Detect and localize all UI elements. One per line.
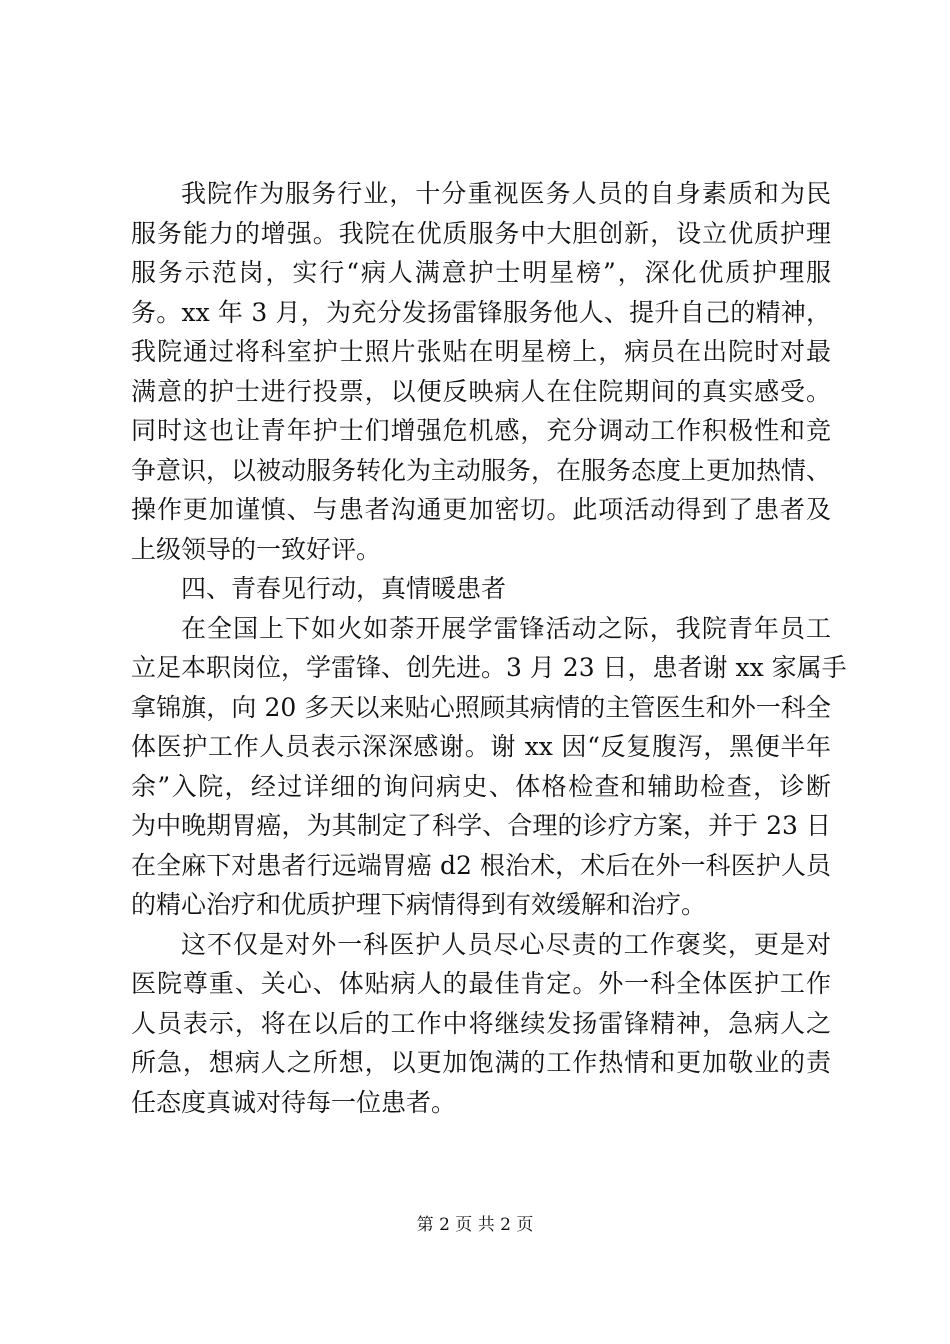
paragraph-1-line-1: 我院作为服务行业，十分重视医务人员的自身素质和为民 [181,179,831,208]
section-heading: 四、青春见行动，真情暖患者 [181,574,507,603]
paragraph-1-line-8: 争意识，以被动服务转化为主动服务，在服务态度上更加热情、 [131,455,832,485]
page-number-footer: 第 2 页 共 2 页 [416,1215,534,1235]
paragraph-3-line-1: 这不仅是对外一科医护人员尽心尽责的工作褒奖，更是对 [181,929,831,959]
paragraph-1-line-4: 务。xx 年 3 月，为充分发扬雷锋服务他人、提升自己的精神， [131,297,831,327]
paragraph-2-line-7: 在全麻下对患者行远端胃癌 d2 根治术，术后在外一科医护人员 [131,850,831,880]
paragraph-1-line-2: 服务能力的增强。我院在优质服务中大胆创新，设立优质护理 [131,218,831,248]
paragraph-2-line-4: 体医护工作人员表示深深感谢。谢 xx 因“反复腹泻，黑便半年 [131,732,831,761]
paragraph-2-line-5: 余”入院，经过详细的询问病史、体格检查和辅助检查，诊断 [131,771,831,801]
paragraph-3-line-2: 医院尊重、关心、体贴病人的最佳肯定。外一科全体医护工作 [131,969,831,998]
paragraph-1-line-3: 服务示范岗，实行“病人满意护士明星榜”，深化优质护理服 [131,258,831,287]
paragraph-1-line-9: 操作更加谨慎、与患者沟通更加密切。此项活动得到了患者及 [131,495,831,524]
paragraph-3-line-3: 人员表示，将在以后的工作中将继续发扬雷锋精神，急病人之 [131,1008,831,1038]
paragraph-1-line-7: 同时这也让青年护士们增强危机感，充分调动工作积极性和竞 [131,416,831,445]
paragraph-2-line-3: 拿锦旗，向 20 多天以来贴心照顾其病情的主管医生和外一科全 [131,692,831,722]
paragraph-3-line-4: 所急，想病人之所想，以更加饱满的工作热情和更加敬业的责 [131,1048,831,1077]
paragraph-2-line-8: 的精心治疗和优质护理下病情得到有效缓解和治疗。 [131,890,707,919]
paragraph-1-line-5: 我院通过将科室护士照片张贴在明星榜上，病员在出院时对最 [131,337,831,366]
paragraph-2-line-2: 立足本职岗位，学雷锋、创先进。3 月 23 日，患者谢 xx 家属手 [131,653,847,682]
paragraph-1-line-6: 满意的护士进行投票，以便反映病人在住院期间的真实感受。 [131,376,831,406]
paragraph-3-line-5: 任态度真诚对待每一位患者。 [131,1087,457,1117]
paragraph-2-line-6: 为中晚期胃癌，为其制定了科学、合理的诊疗方案，并于 23 日 [131,811,831,840]
document-body [131,174,847,1122]
paragraph-2-line-1: 在全国上下如火如荼开展学雷锋活动之际，我院青年员工 [181,613,831,643]
paragraph-1-line-10: 上级领导的一致好评。 [131,534,382,564]
